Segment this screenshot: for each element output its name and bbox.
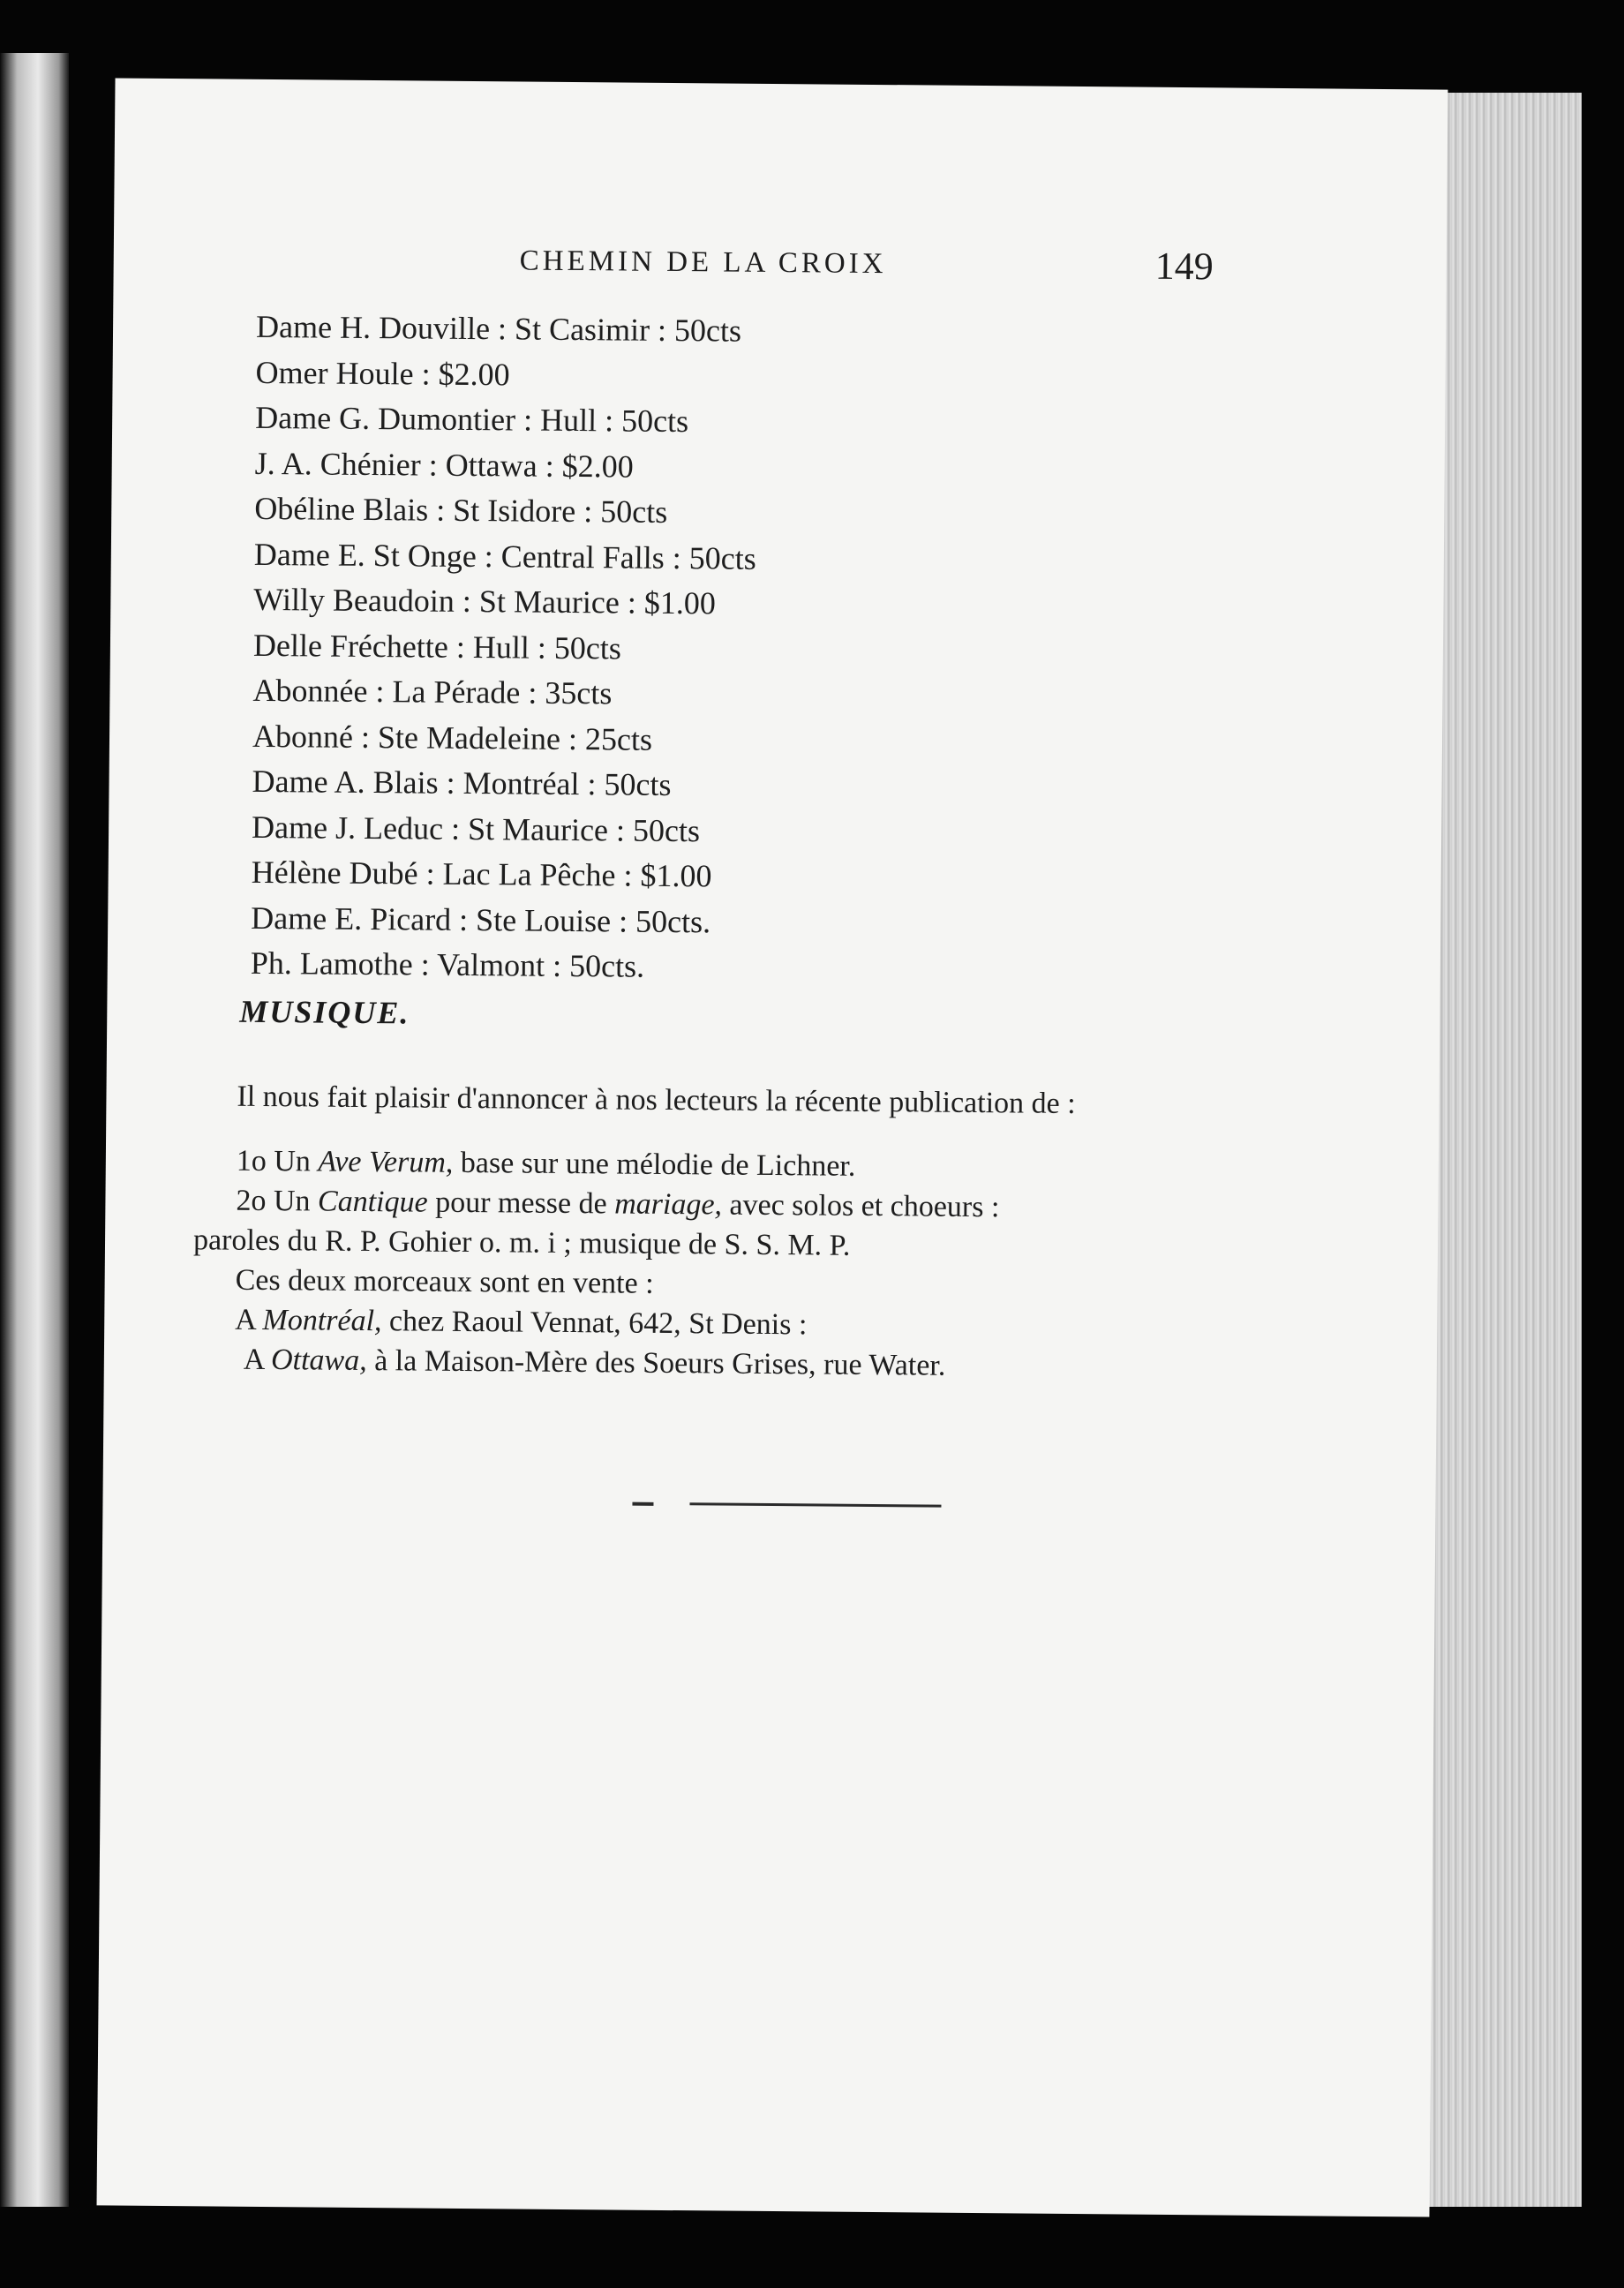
music-intro: Il nous fait plaisir d'annoncer à nos lecteurs la récente publication de : <box>237 1080 1076 1120</box>
loc-1-rest: chez Raoul Vennat, 642, St Denis : <box>381 1305 808 1342</box>
item-1-rest: base sur une mélodie de Lichner. <box>453 1146 856 1183</box>
music-item-2-continued: paroles du R. P. Gohier o. m. i ; musique de S. S. M. P. <box>192 1223 851 1262</box>
donor-list <box>251 305 759 990</box>
item-2-middle: pour messe de <box>427 1185 615 1221</box>
donor-entry: Abonné : Ste Madeleine : 25cts <box>252 718 653 757</box>
donor-entry: Hélène Dubé : Lac La Pêche : $1.00 <box>251 854 712 894</box>
item-1-title: Ave Verum, <box>318 1145 454 1179</box>
page-number: 149 <box>1154 244 1214 289</box>
donor-entry: Ph. Lamothe : Valmont : 50cts. <box>250 945 645 984</box>
donor-entry: Dame E. Picard : Ste Louise : 50cts. <box>251 899 711 939</box>
donor-entry: Dame J. Leduc : St Maurice : 50cts <box>251 809 701 848</box>
donor-entry: Dame E. St Onge : Central Falls : 50cts <box>253 536 756 576</box>
loc-1-prefix: A <box>235 1303 263 1336</box>
donor-entry: Dame H. Douville : St Casimir : 50cts <box>255 308 742 349</box>
donor-entry: Omer Houle : $2.00 <box>255 354 510 392</box>
donor-entry: J. A. Chénier : Ottawa : $2.00 <box>254 445 634 485</box>
running-title: CHEMIN DE LA CROIX <box>519 245 887 281</box>
donor-entry: Abonnée : La Pérade : 35cts <box>252 672 613 711</box>
donor-entry: Dame G. Dumontier : Hull : 50cts <box>255 399 689 440</box>
donor-entry: Willy Beaudoin : St Maurice : $1.00 <box>253 581 717 621</box>
item-2-word: mariage, <box>614 1187 723 1222</box>
end-dash <box>632 1502 653 1506</box>
loc-1-city: Montréal, <box>262 1303 382 1338</box>
book-left-edge <box>0 53 69 2207</box>
loc-2-city: Ottawa, <box>270 1343 367 1378</box>
item-2-title: Cantique <box>317 1185 428 1219</box>
book-page <box>97 78 1448 2216</box>
section-title: MUSIQUE. <box>239 993 410 1031</box>
page-header <box>114 241 1447 289</box>
location-ottawa <box>192 1339 1216 1388</box>
donor-entry: Delle Fréchette : Hull : 50cts <box>252 627 621 666</box>
end-rule <box>689 1502 941 1507</box>
item-1-prefix: 1o Un <box>236 1144 319 1178</box>
donor-entry: Dame A. Blais : Montréal : 50cts <box>252 763 672 802</box>
item-2-prefix: 2o Un <box>236 1184 319 1218</box>
loc-2-rest: à la Maison-Mère des Soeurs Grises, rue Water. <box>366 1344 946 1382</box>
donor-entry: Obéline Blais : St Isidore : 50cts <box>254 490 668 530</box>
item-2-rest: avec solos et choeurs : <box>721 1188 1000 1224</box>
music-section <box>192 1076 1219 1388</box>
sale-note: Ces deux morceaux sont en vente : <box>235 1263 654 1300</box>
loc-2-prefix: A <box>243 1343 272 1377</box>
